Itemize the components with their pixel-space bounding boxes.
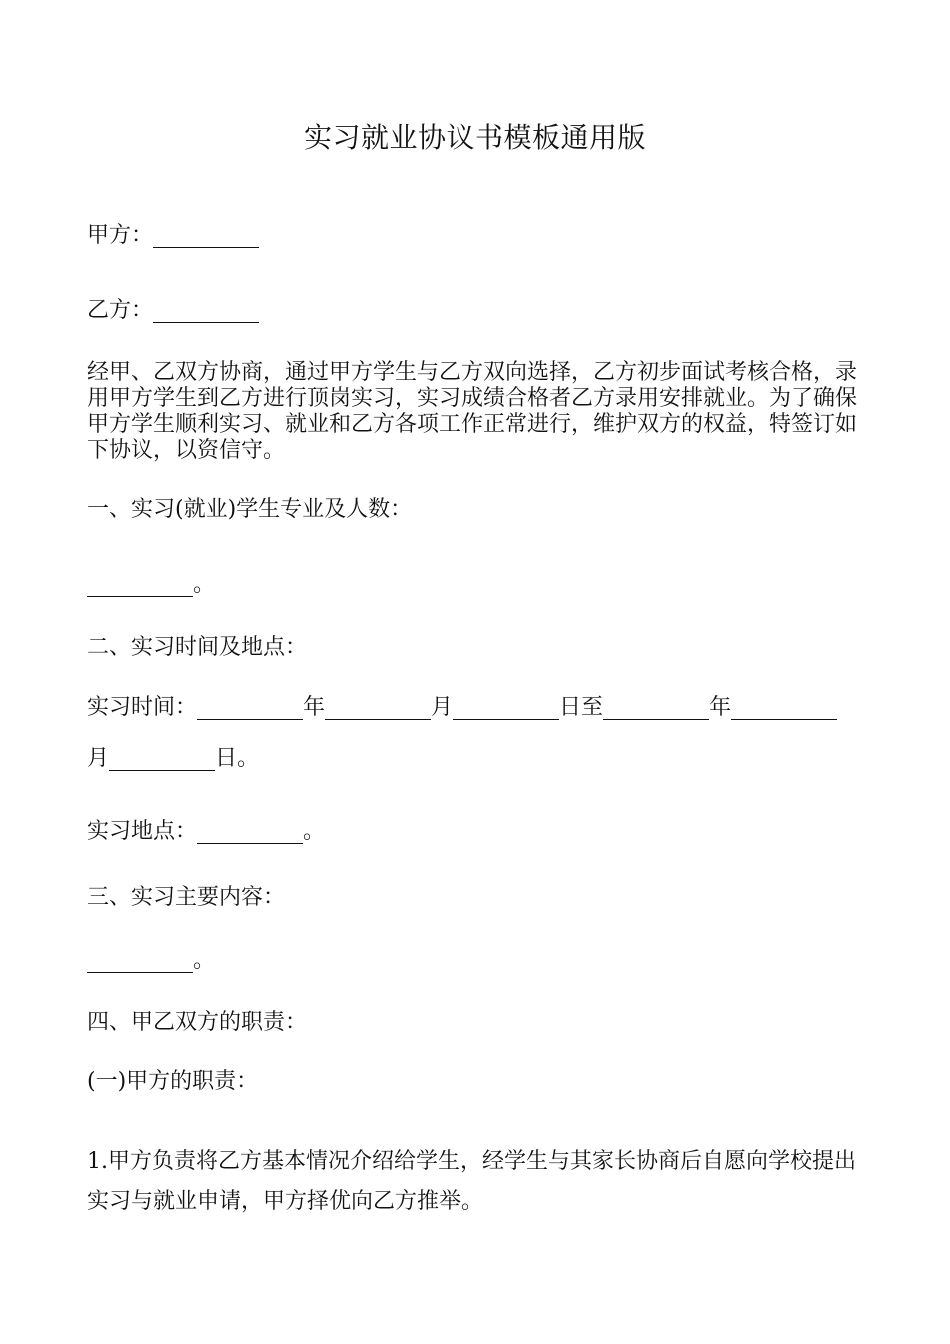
section4-heading: 四、甲乙双方的职责：: [87, 1010, 308, 1035]
party-a-line: [87, 221, 259, 251]
section2-heading: 二、实习时间及地点：: [87, 635, 308, 660]
end-day-blank[interactable]: [109, 746, 215, 771]
start-day-blank[interactable]: [453, 695, 559, 720]
day-to-text: 日至: [559, 695, 604, 720]
item1-paragraph: 1.甲方负责将乙方基本情况介绍给学生，经学生与其家长协商后自愿向学校提出实习与就业申请，甲方择优向乙方推举。: [87, 1149, 856, 1214]
sub1-heading: (一)甲方的职责：: [87, 1069, 259, 1094]
year-char: 年: [709, 695, 732, 720]
time-line-2: [87, 744, 259, 774]
month-char: 月: [431, 695, 454, 720]
party-b-label: 乙方：: [87, 298, 154, 323]
place-blank[interactable]: [197, 819, 303, 844]
day-end-text: 日。: [215, 746, 260, 771]
time-line-1: [87, 693, 837, 723]
party-b-line: [87, 296, 259, 326]
party-a-blank[interactable]: [153, 223, 259, 248]
section1-blank-line: [87, 570, 215, 600]
party-a-label: 甲方：: [87, 223, 154, 248]
party-b-blank[interactable]: [153, 298, 259, 323]
period-mark: 。: [193, 948, 216, 973]
major-count-blank[interactable]: [87, 572, 193, 597]
intro-paragraph: 经甲、乙双方协商，通过甲方学生与乙方双向选择，乙方初步面试考核合格，录用甲方学生到乙方进行顶岗实习，实习成绩合格者乙方录用安排就业。为了确保甲方学生顺利实习、就业和乙方各项工作正常进行，维护双方的权益，特签订如下协议，以资信守。: [87, 360, 858, 463]
content-blank[interactable]: [87, 948, 193, 973]
end-month-blank[interactable]: [731, 695, 837, 720]
section3-blank-line: [87, 946, 215, 976]
period-mark: 。: [193, 572, 216, 597]
year-char: 年: [303, 695, 326, 720]
place-label: 实习地点：: [87, 819, 198, 844]
end-year-blank[interactable]: [603, 695, 709, 720]
place-line: [87, 817, 325, 847]
section1-heading: 一、实习(就业)学生专业及人数：: [87, 497, 413, 522]
period-mark: 。: [303, 819, 326, 844]
month-char: 月: [87, 746, 110, 771]
start-year-blank[interactable]: [197, 695, 303, 720]
section3-heading: 三、实习主要内容：: [87, 885, 286, 910]
start-month-blank[interactable]: [325, 695, 431, 720]
document-title: 实习就业协议书模板通用版: [303, 121, 646, 154]
time-label: 实习时间：: [87, 695, 198, 720]
